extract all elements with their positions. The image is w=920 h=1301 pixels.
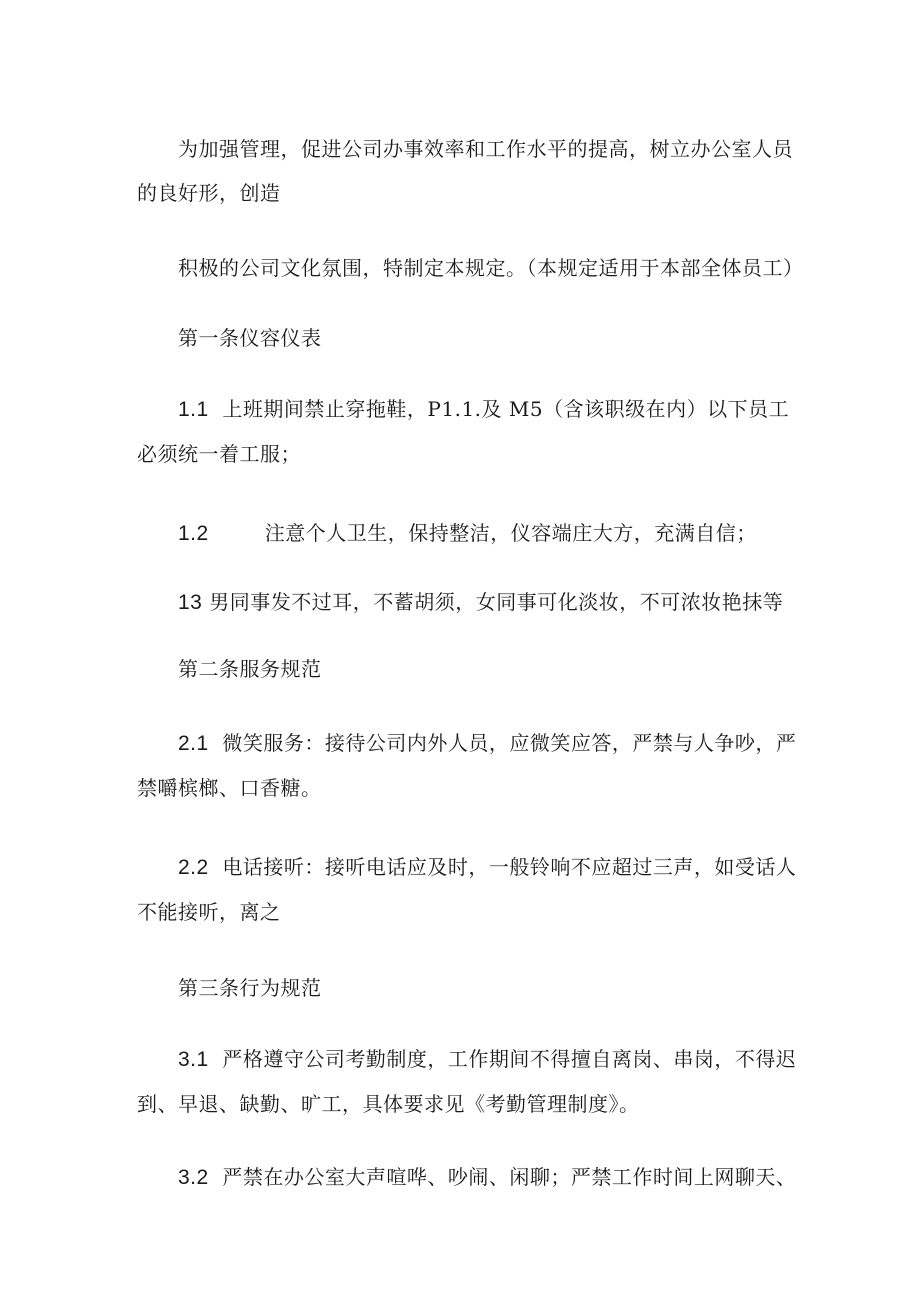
item-3-2-first-line <box>137 1155 797 1200</box>
item-2-1-first-line <box>137 721 797 766</box>
item-1-3-line <box>137 580 782 625</box>
item-text: 男同事发不过耳，不蓄胡须，女同事可化淡妆，不可浓妆艳抹等 <box>209 590 784 614</box>
article-1-heading: 第一条仪容仪表 <box>178 326 322 350</box>
item-text: 电话接听：接听电话应及时，一般铃响不应超过三声，如受话人 <box>222 855 797 879</box>
item-number: 3.1 <box>178 1048 209 1071</box>
item-3-1-second-line: 到、早退、缺勤、旷工，具体要求见《考勤管理制度》。 <box>137 1092 640 1116</box>
item-2-2-second-line: 不能接听，离之 <box>137 900 281 924</box>
item-number: 1.2 <box>178 522 209 545</box>
article-1-item-1 <box>137 387 790 476</box>
intro-line-1: 为加强管理，促进公司办事效率和工作水平的提高，树立办公室人员 <box>178 137 793 161</box>
article-1-item-2 <box>137 511 782 556</box>
item-2-2-first-line <box>137 845 797 890</box>
article-1-item-3 <box>137 580 782 625</box>
item-text: 上班期间禁止穿拖鞋，P1.1.及 M5（含该职级在内）以下员工 <box>222 397 790 421</box>
item-1-2-line <box>137 511 782 556</box>
intro-line-3: 积极的公司文化氛围，特制定本规定。（本规定适用于本部全体员工） <box>178 256 804 280</box>
article-2-item-2 <box>137 845 797 934</box>
item-number: 2.2 <box>178 856 209 879</box>
item-number: 3.2 <box>178 1166 209 1189</box>
article-2-item-1 <box>137 721 797 810</box>
article-3-item-2 <box>137 1155 797 1200</box>
item-1-1-second-line: 必须统一着工服； <box>137 442 301 466</box>
item-text: 注意个人卫生，保持整洁，仪容端庄大方，充满自信； <box>264 521 757 545</box>
intro-paragraph <box>137 127 793 215</box>
item-text: 严禁在办公室大声喧哗、吵闹、闲聊；严禁工作时间上网聊天、 <box>222 1165 797 1189</box>
item-number: 2.1 <box>178 732 209 755</box>
article-3-item-1 <box>137 1037 797 1126</box>
article-3-heading: 第三条行为规范 <box>178 976 322 1000</box>
item-2-1-second-line: 禁嚼槟榔、口香糖。 <box>137 776 322 800</box>
item-text: 严格遵守公司考勤制度，工作期间不得擅自离岗、串岗，不得迟 <box>222 1047 797 1071</box>
intro-paragraph-continued <box>137 246 804 290</box>
item-number: 13 <box>178 591 203 614</box>
item-number: 1.1 <box>178 398 209 421</box>
item-text: 微笑服务：接待公司内外人员，应微笑应答，严禁与人争吵，严 <box>222 731 797 755</box>
item-1-1-first-line <box>137 387 790 432</box>
intro-line-2: 的良好形，创造 <box>137 181 281 205</box>
article-2-heading: 第二条服务规范 <box>178 657 322 681</box>
item-3-1-first-line <box>137 1037 797 1082</box>
